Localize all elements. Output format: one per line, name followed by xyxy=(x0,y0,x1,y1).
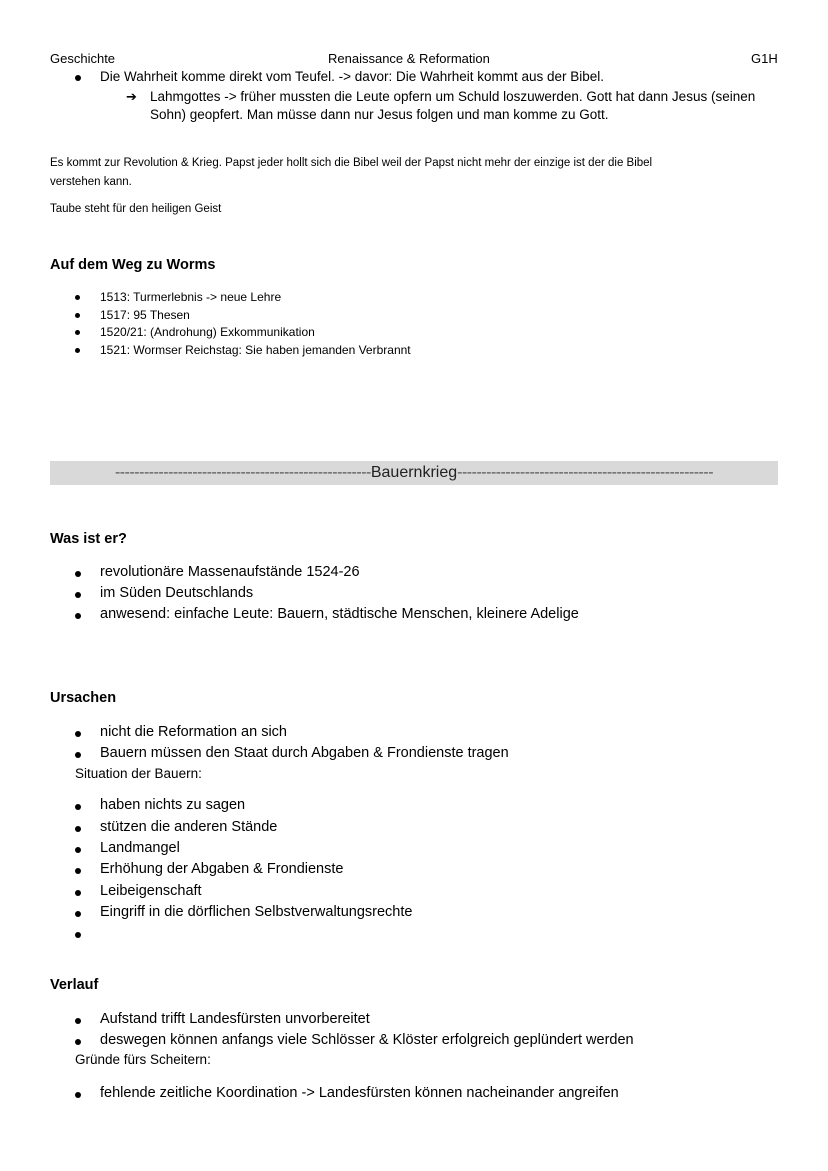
header-subject: Geschichte xyxy=(50,51,116,66)
bullet-icon xyxy=(75,330,80,335)
gruende-item: fehlende zeitliche Koordination -> Landesfürsten können nacheinander angreifen xyxy=(100,1085,619,1101)
arrow-text-line1: Lahmgottes -> früher mussten die Leute opfern um Schuld loszuwerden. Gott hat dann Jesus (seinen xyxy=(150,89,756,104)
bullet-icon xyxy=(75,752,81,758)
paragraph-line1: Es kommt zur Revolution & Krieg. Papst jeder hollt sich die Bibel weil der Papst nicht mehr der einzige ist der die Bibel xyxy=(50,157,653,169)
bullet-icon xyxy=(75,804,81,810)
situation-item: haben nichts zu sagen xyxy=(100,797,246,813)
heading-ursachen: Ursachen xyxy=(50,690,117,706)
bullet-icon xyxy=(75,731,81,737)
situation-item: Eingriff in die dörflichen Selbstverwaltungsrechte xyxy=(100,904,413,920)
was-item: im Süden Deutschlands xyxy=(100,585,254,601)
paragraph-line2: verstehen kann. xyxy=(50,176,132,188)
bullet-icon xyxy=(75,911,81,917)
bullet-icon xyxy=(75,592,81,598)
situation-item: Landmangel xyxy=(100,840,180,856)
was-item: anwesend: einfache Leute: Bauern, städtische Menschen, kleinere Adelige xyxy=(100,606,579,622)
bullet-icon xyxy=(75,1092,81,1098)
situation-item: Leibeigenschaft xyxy=(100,883,202,899)
verlauf-sublabel: Gründe fürs Scheitern: xyxy=(75,1052,211,1067)
header-class: G1H xyxy=(751,51,778,66)
ursachen-item: nicht die Reformation an sich xyxy=(100,724,287,740)
bullet-icon xyxy=(75,890,81,896)
divider-dashes-left: ----------------------------------------------------- xyxy=(114,464,371,481)
heading-worms: Auf dem Weg zu Worms xyxy=(50,257,216,273)
worms-item: 1513: Turmerlebnis -> neue Lehre xyxy=(100,290,282,304)
heading-verlauf: Verlauf xyxy=(50,977,99,993)
bullet-icon xyxy=(75,571,81,577)
heading-was-ist-er: Was ist er? xyxy=(50,531,127,547)
paragraph-line3: Taube steht für den heiligen Geist xyxy=(50,203,222,215)
arrow-icon: ➔ xyxy=(126,89,137,104)
ursachen-sublabel: Situation der Bauern: xyxy=(75,766,202,781)
bullet-icon xyxy=(75,932,81,938)
bullet-icon xyxy=(75,348,80,353)
bullet-icon xyxy=(75,1018,81,1024)
section-divider-bauernkrieg xyxy=(50,461,778,485)
verlauf-item: Aufstand trifft Landesfürsten unvorbereitet xyxy=(100,1011,370,1027)
header-topic: Renaissance & Reformation xyxy=(328,51,490,66)
arrow-text-line2: Sohn) geopfert. Man müsse dann nur Jesus folgen und man komme zu Gott. xyxy=(150,107,609,122)
bullet-icon xyxy=(75,313,80,318)
worms-item: 1521: Wormser Reichstag: Sie haben jemanden Verbrannt xyxy=(100,343,411,357)
was-item: revolutionäre Massenaufstände 1524-26 xyxy=(100,564,360,580)
ursachen-item: Bauern müssen den Staat durch Abgaben & Frondienste tragen xyxy=(100,745,509,761)
worms-item: 1520/21: (Androhung) Exkommunikation xyxy=(100,325,315,339)
divider-dashes-right: ----------------------------------------------------- xyxy=(457,464,714,481)
worms-item: 1517: 95 Thesen xyxy=(100,308,190,322)
bullet-icon xyxy=(75,826,81,832)
bullet-icon xyxy=(75,868,81,874)
verlauf-item: deswegen können anfangs viele Schlösser & Klöster erfolgreich geplündert werden xyxy=(100,1032,634,1048)
bullet-icon xyxy=(75,613,81,619)
divider-title: Bauernkrieg xyxy=(370,464,458,481)
situation-item: Erhöhung der Abgaben & Frondienste xyxy=(100,861,344,877)
intro-bullet: Die Wahrheit komme direkt vom Teufel. -> davor: Die Wahrheit kommt aus der Bibel. xyxy=(100,69,605,84)
bullet-icon xyxy=(75,847,81,853)
situation-item: stützen die anderen Stände xyxy=(100,819,278,835)
bullet-icon xyxy=(75,75,81,81)
bullet-icon xyxy=(75,295,80,300)
bullet-icon xyxy=(75,1039,81,1045)
